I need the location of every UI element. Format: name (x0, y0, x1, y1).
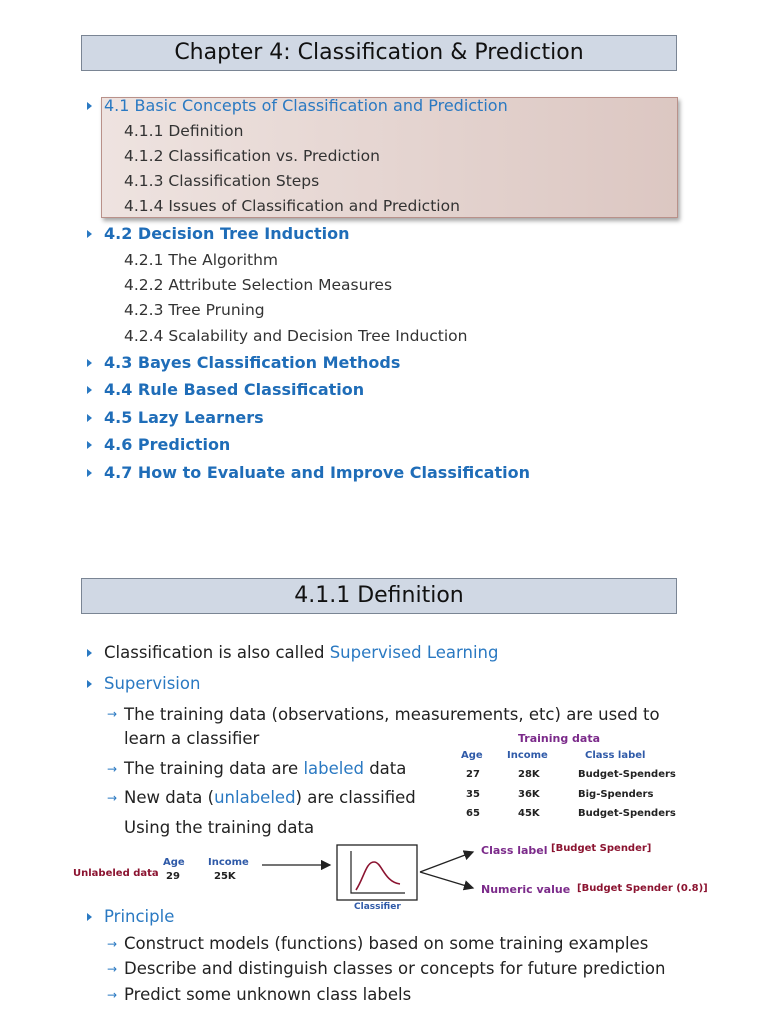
unlabeled-income-header: Income (208, 857, 249, 868)
table-header-age: Age (461, 750, 483, 761)
table-cell: 35 (466, 789, 480, 800)
toc-item-4-5[interactable]: 4.5 Lazy Learners (104, 408, 264, 427)
unlabeled-age-value: 29 (166, 871, 180, 882)
toc-item-4-1[interactable]: 4.1 Basic Concepts of Classification and Prediction (104, 96, 508, 115)
toc-subitem[interactable]: 4.1.3 Classification Steps (124, 172, 320, 190)
arrow-icon: → (107, 962, 118, 976)
bullet-triangle-icon (87, 913, 92, 921)
arrow-icon: → (107, 937, 118, 951)
arrow-icon: → (107, 791, 118, 805)
slide1-title: Chapter 4: Classification & Prediction (81, 35, 677, 71)
unlabeled-data-label: Unlabeled data (73, 868, 159, 879)
highlight-text: Supervised Learning (329, 643, 499, 662)
output-numeric-label: Numeric value (481, 883, 571, 896)
toc-item-4-4[interactable]: 4.4 Rule Based Classification (104, 380, 365, 399)
toc-item-4-6[interactable]: 4.6 Prediction (104, 435, 231, 454)
bullet-text: ) are classified (295, 788, 416, 807)
sub-bullet-training-line2: learn a classifier (124, 729, 260, 748)
arrow-icon: → (107, 707, 118, 721)
table-cell: Budget-Spenders (578, 808, 676, 819)
bullet-text: The training data are (124, 759, 304, 778)
table-cell: 36K (518, 789, 540, 800)
bullet-text: data (363, 759, 407, 778)
principle-sub: Predict some unknown class labels (124, 985, 412, 1004)
unlabeled-age-header: Age (163, 857, 185, 868)
toc-item-4-7[interactable]: 4.7 How to Evaluate and Improve Classification (104, 463, 530, 482)
toc-subitem[interactable]: 4.2.4 Scalability and Decision Tree Induction (124, 327, 468, 345)
table-header-class: Class label (585, 750, 646, 761)
output-arrow-numeric (420, 872, 473, 888)
table-cell: 27 (466, 769, 480, 780)
bullet-supervision: Supervision (104, 674, 201, 693)
bullet-principle: Principle (104, 907, 175, 926)
principle-sub: Construct models (functions) based on some training examples (124, 934, 649, 953)
sub-bullet-unlabeled-line2: Using the training data (124, 818, 315, 837)
bullet-text: Classification is also called (104, 643, 330, 662)
toc-subitem[interactable]: 4.1.4 Issues of Classification and Prediction (124, 197, 460, 215)
arrow-icon: → (107, 762, 118, 776)
output-arrow-class (420, 852, 473, 872)
bullet-text: New data ( (124, 788, 215, 807)
toc-subitem[interactable]: 4.1.1 Definition (124, 122, 244, 140)
principle-sub: Describe and distinguish classes or concepts for future prediction (124, 959, 666, 978)
table-cell: Budget-Spenders (578, 769, 676, 780)
highlight-text: labeled (303, 759, 364, 778)
table-cell: 45K (518, 808, 540, 819)
training-data-title: Training data (518, 732, 601, 745)
slide2-title: 4.1.1 Definition (81, 578, 677, 614)
table-cell: Big-Spenders (578, 789, 654, 800)
output-class-label: Class label (481, 844, 548, 857)
toc-subitem[interactable]: 4.1.2 Classification vs. Prediction (124, 147, 380, 165)
toc-item-4-2[interactable]: 4.2 Decision Tree Induction (104, 224, 350, 243)
table-header-income: Income (507, 750, 548, 761)
table-cell: 65 (466, 808, 480, 819)
classifier-box (337, 845, 417, 900)
output-class-value: [Budget Spender] (551, 843, 652, 854)
highlight-text: unlabeled (214, 788, 296, 807)
arrow-icon: → (107, 988, 118, 1002)
table-cell: 28K (518, 769, 540, 780)
toc-item-4-3[interactable]: 4.3 Bayes Classification Methods (104, 353, 401, 372)
classifier-label: Classifier (354, 902, 401, 912)
toc-subitem[interactable]: 4.2.1 The Algorithm (124, 251, 279, 269)
toc-subitem[interactable]: 4.2.3 Tree Pruning (124, 301, 265, 319)
unlabeled-income-value: 25K (214, 871, 236, 882)
output-numeric-value: [Budget Spender (0.8)] (577, 883, 708, 894)
sub-bullet-training-line1: The training data (observations, measurements, etc) are used to (124, 705, 660, 724)
toc-subitem[interactable]: 4.2.2 Attribute Selection Measures (124, 276, 393, 294)
